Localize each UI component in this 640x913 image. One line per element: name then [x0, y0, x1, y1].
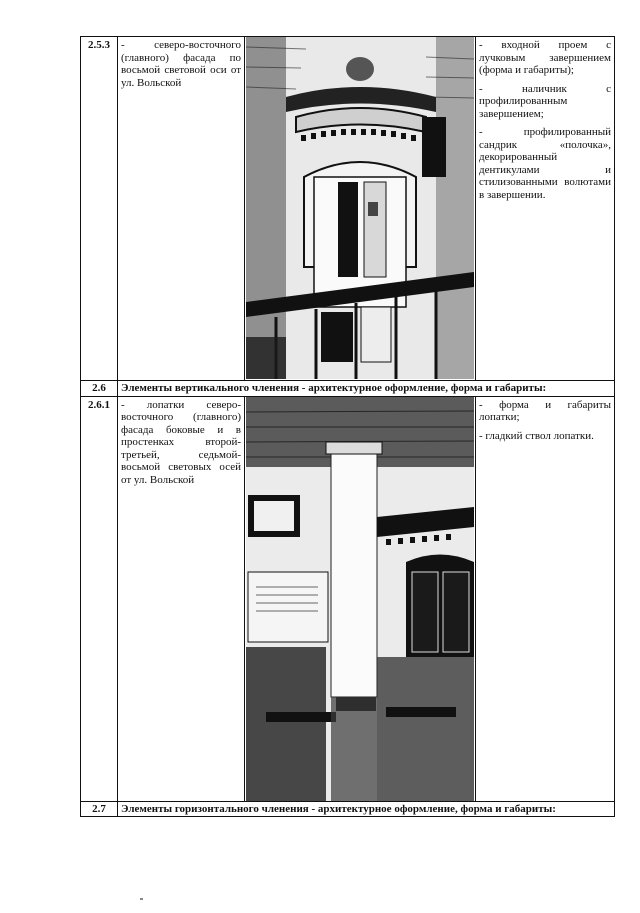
- section-header-row: [81, 801, 615, 817]
- entrance-photo: [246, 37, 474, 379]
- row-description-text: - северо-восточного (главного) фасада по восьмой световой оси от ул. Вольской: [121, 39, 241, 89]
- section-number: 2.6: [81, 381, 118, 397]
- row-features: [476, 396, 615, 801]
- row-description: [118, 396, 245, 801]
- scan-speck: [140, 898, 143, 900]
- row-features: [476, 37, 615, 381]
- feature-item: - форма и габариты лопатки;: [479, 398, 611, 423]
- feature-item: - входной проем с лучковым завершением (форма и габариты);: [479, 39, 611, 76]
- heritage-elements-table: [80, 36, 615, 817]
- feature-item: - наличник с профилированным завершением;: [479, 82, 611, 120]
- row-number: 2.6.1: [81, 396, 118, 801]
- photo-cell: [245, 37, 476, 381]
- table-row: [81, 396, 615, 801]
- section-number: 2.7: [81, 801, 118, 817]
- row-description: [118, 37, 245, 381]
- pilaster-photo: [246, 397, 474, 801]
- photo-cell: [245, 396, 476, 801]
- feature-item: - гладкий ствол лопатки.: [479, 429, 594, 442]
- table-row: [81, 37, 615, 381]
- row-number: 2.5.3: [81, 37, 118, 381]
- section-header-row: [81, 381, 615, 397]
- section-title: Элементы горизонтального членения - архитектурное оформление, форма и габариты:: [118, 801, 615, 817]
- section-title: Элементы вертикального членения - архитектурное оформление, форма и габариты:: [118, 381, 615, 397]
- row-description-text: - лопатки северо-восточного (главного) фасада боковые и в простенках второй-третьей, седьмой-восьмой световых осей от ул. Вольской: [121, 398, 241, 486]
- feature-item: - профилированный сандрик «полочка», декорированный дентикулами и стилизованными волютами в завершении.: [479, 126, 611, 201]
